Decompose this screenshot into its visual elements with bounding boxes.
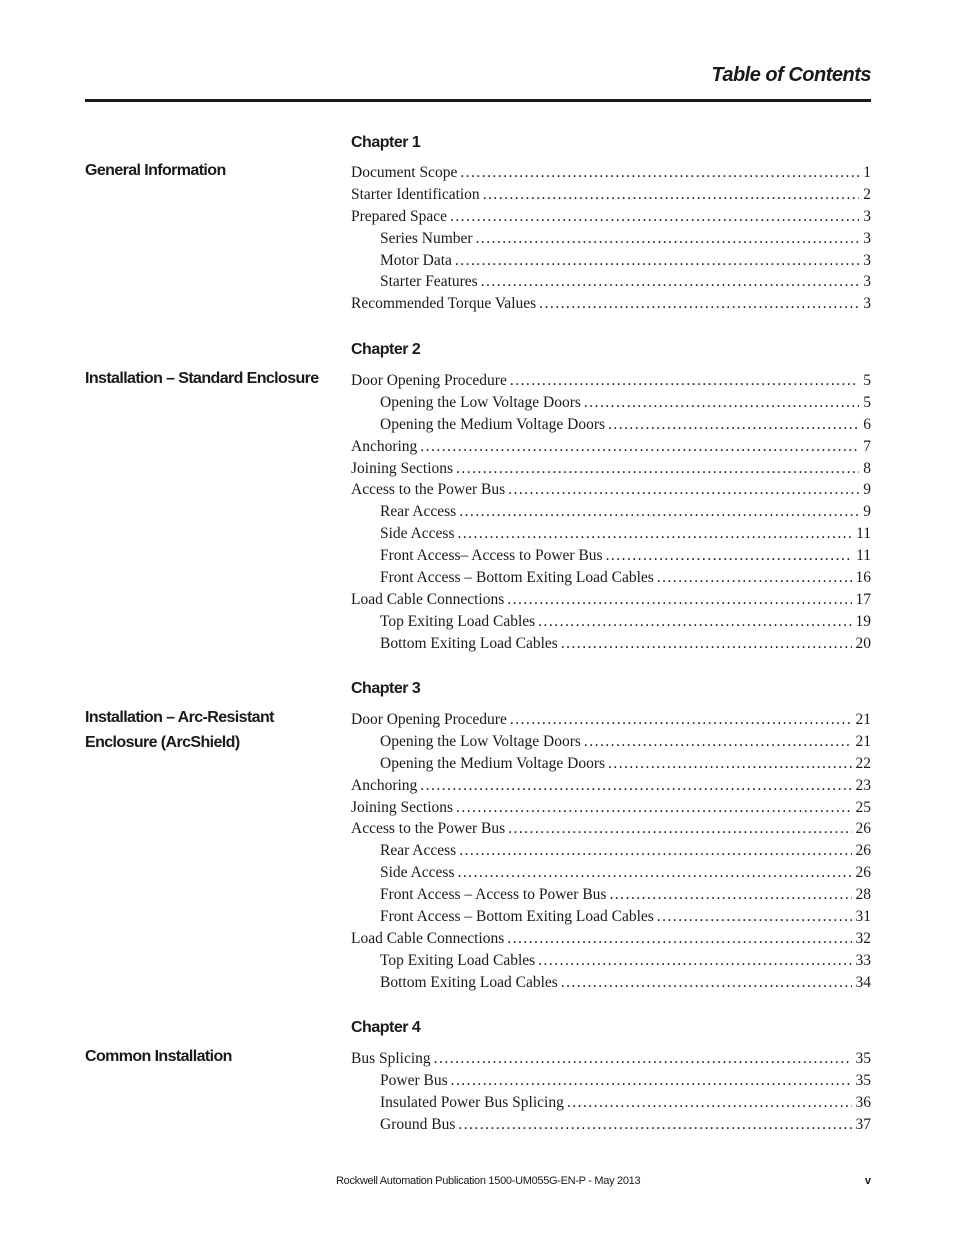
toc-page-number: 32 — [855, 929, 871, 947]
toc-entry[interactable] — [351, 436, 871, 458]
toc-entry[interactable] — [351, 392, 871, 414]
dot-leader — [434, 1048, 852, 1070]
dot-leader — [451, 1070, 852, 1092]
chapter-title: Installation – Arc-Resistant Enclosure (ArcShield) — [85, 709, 274, 751]
page-title: Table of Contents — [711, 64, 871, 86]
dot-leader — [657, 906, 852, 928]
toc-page-number: 11 — [856, 525, 871, 543]
toc-entry-title: Access to the Power Bus — [351, 820, 506, 838]
toc-entry[interactable] — [351, 1048, 871, 1070]
toc-page-number: 28 — [855, 886, 871, 904]
toc-entry[interactable] — [351, 633, 871, 655]
toc-page-number: 5 — [863, 393, 871, 411]
dot-leader — [539, 293, 859, 315]
dot-leader — [561, 633, 852, 655]
dot-leader — [508, 818, 851, 840]
chapter-title: Installation – Standard Enclosure — [85, 370, 319, 387]
toc-entry-title: Bus Splicing — [351, 1050, 431, 1067]
toc-entry[interactable] — [351, 206, 871, 228]
toc-entry-title: Side Access — [380, 525, 455, 543]
toc-page-number: 3 — [863, 207, 871, 225]
toc-page-number: 16 — [855, 569, 871, 587]
toc-entry-title: Starter Features — [380, 273, 478, 291]
toc-entry-title: Series Number — [380, 229, 473, 247]
toc-page-number: 37 — [855, 1115, 871, 1133]
toc-entry-title: Motor Data — [380, 251, 452, 269]
dot-leader — [657, 567, 852, 589]
toc-entry-list — [351, 709, 871, 994]
toc-page-number: 9 — [863, 503, 871, 521]
toc-entry-title: Top Exiting Load Cables — [380, 612, 536, 630]
toc-entry[interactable] — [351, 1114, 871, 1136]
header-rule — [85, 99, 871, 102]
toc-page-number: 26 — [855, 864, 871, 882]
chapter-title: General Information — [85, 162, 226, 179]
dot-leader — [608, 414, 859, 436]
toc-page-number: 20 — [855, 634, 871, 652]
dot-leader — [455, 250, 859, 272]
toc-entry-title: Anchoring — [351, 776, 418, 794]
toc-entry-title: Door Opening Procedure — [351, 372, 507, 389]
dot-leader — [456, 797, 851, 819]
dot-leader — [450, 206, 859, 228]
toc-entry[interactable] — [351, 414, 871, 436]
toc-page-number: 23 — [855, 776, 871, 794]
toc-entry[interactable] — [351, 950, 871, 972]
toc-page-number: 25 — [855, 798, 871, 816]
dot-leader — [584, 731, 852, 753]
toc-entry-title: Rear Access — [380, 842, 457, 860]
toc-page-number: 1 — [863, 164, 871, 181]
toc-entry[interactable] — [351, 862, 871, 884]
dot-leader — [608, 753, 851, 775]
toc-entry[interactable] — [351, 709, 871, 731]
toc-entry[interactable] — [351, 1092, 871, 1114]
toc-page-number: 17 — [855, 590, 871, 608]
toc-entry-list — [351, 1048, 871, 1136]
toc-entry-title: Load Cable Connections — [351, 929, 505, 947]
toc-entry[interactable] — [351, 545, 871, 567]
toc-entry[interactable] — [351, 523, 871, 545]
toc-entry-title: Front Access – Bottom Exiting Load Cables — [380, 908, 654, 926]
toc-page-number: 35 — [855, 1071, 871, 1089]
toc-entry[interactable] — [351, 840, 871, 862]
toc-entry[interactable] — [351, 818, 871, 840]
dot-leader — [483, 184, 860, 206]
dot-leader — [567, 1092, 852, 1114]
toc-entry-title: Prepared Space — [351, 207, 447, 225]
chapter-label: Chapter 4 — [351, 1019, 421, 1036]
toc-entry[interactable] — [351, 293, 871, 315]
dot-leader — [507, 589, 851, 611]
chapter-label: Chapter 1 — [351, 134, 421, 151]
toc-page-number: 3 — [863, 295, 871, 313]
toc-entry-title: Starter Identification — [351, 185, 480, 203]
toc-entry[interactable] — [351, 228, 871, 250]
toc-entry-title: Bottom Exiting Load Cables — [380, 973, 558, 991]
toc-entry[interactable] — [351, 753, 871, 775]
dot-leader — [457, 523, 852, 545]
toc-page-number: 33 — [855, 951, 871, 969]
toc-page-number: 3 — [863, 229, 871, 247]
toc-entry[interactable] — [351, 928, 871, 950]
toc-page-number: 7 — [863, 437, 871, 455]
toc-entry-title: Ground Bus — [380, 1115, 456, 1133]
toc-page-number: 11 — [856, 547, 871, 565]
toc-entry-title: Opening the Medium Voltage Doors — [380, 415, 606, 433]
dot-leader — [459, 501, 859, 523]
chapter-label: Chapter 3 — [351, 680, 421, 697]
dot-leader — [457, 862, 851, 884]
dot-leader — [538, 950, 851, 972]
toc-entry[interactable] — [351, 906, 871, 928]
toc-entry[interactable] — [351, 479, 871, 501]
toc-page-number: 3 — [863, 251, 871, 269]
toc-entry-title: Top Exiting Load Cables — [380, 951, 536, 969]
dot-leader — [456, 458, 859, 480]
dot-leader — [538, 611, 851, 633]
toc-page-number: 2 — [863, 185, 871, 203]
toc-entry-list — [351, 370, 871, 655]
dot-leader — [606, 545, 852, 567]
toc-entry[interactable] — [351, 731, 871, 753]
toc-page-number: 22 — [855, 754, 871, 772]
toc-entry[interactable] — [351, 797, 871, 819]
toc-entry[interactable] — [351, 611, 871, 633]
toc-page-number: 35 — [855, 1050, 871, 1067]
toc-page-number: 26 — [855, 820, 871, 838]
toc-entry-title: Insulated Power Bus Splicing — [380, 1093, 564, 1111]
toc-entry[interactable] — [351, 271, 871, 293]
toc-page-number: 6 — [863, 415, 871, 433]
toc-entry[interactable] — [351, 884, 871, 906]
dot-leader — [508, 479, 859, 501]
toc-page-number: 5 — [863, 372, 871, 389]
toc-entry[interactable] — [351, 567, 871, 589]
dot-leader — [561, 972, 852, 994]
toc-page-number: 3 — [863, 273, 871, 291]
toc-entry-title: Recommended Torque Values — [351, 295, 537, 313]
toc-entry-title: Front Access – Access to Power Bus — [380, 886, 607, 904]
dot-leader — [459, 840, 851, 862]
toc-page-number: 36 — [855, 1093, 871, 1111]
toc-entry[interactable] — [351, 162, 871, 184]
toc-entry-title: Front Access– Access to Power Bus — [380, 547, 603, 565]
toc-entry-title: Power Bus — [380, 1071, 448, 1089]
dot-leader — [420, 436, 859, 458]
toc-entry[interactable] — [351, 1070, 871, 1092]
toc-page-number: 19 — [855, 612, 871, 630]
toc-entry-title: Load Cable Connections — [351, 590, 505, 608]
toc-page-number: 21 — [855, 732, 871, 750]
toc-entry-title: Bottom Exiting Load Cables — [380, 634, 558, 652]
toc-page-number: 34 — [855, 973, 871, 991]
dot-leader — [460, 162, 859, 184]
dot-leader — [481, 271, 860, 293]
toc-page-number: 8 — [863, 459, 871, 477]
dot-leader — [510, 370, 859, 392]
toc-entry[interactable] — [351, 972, 871, 994]
toc-entry-title: Front Access – Bottom Exiting Load Cables — [380, 569, 654, 587]
dot-leader — [584, 392, 859, 414]
toc-page-number: 21 — [855, 711, 871, 728]
dot-leader — [609, 884, 851, 906]
toc-entry-title: Joining Sections — [351, 459, 454, 477]
dot-leader — [476, 228, 860, 250]
toc-entry-title: Joining Sections — [351, 798, 454, 816]
toc-entry-title: Door Opening Procedure — [351, 711, 507, 728]
toc-page-number: 31 — [855, 908, 871, 926]
toc-entry[interactable] — [351, 775, 871, 797]
footer-page-number: v — [864, 1175, 871, 1187]
toc-entry-title: Opening the Low Voltage Doors — [380, 732, 581, 750]
toc-entry-list — [351, 162, 871, 315]
toc-entry-title: Side Access — [380, 864, 455, 882]
footer-publication: Rockwell Automation Publication 1500-UM055G-EN-P - May 2013 — [336, 1175, 641, 1187]
toc-entry[interactable] — [351, 589, 871, 611]
toc-entry[interactable] — [351, 250, 871, 272]
toc-entry[interactable] — [351, 370, 871, 392]
toc-entry[interactable] — [351, 501, 871, 523]
toc-page-number: 9 — [863, 481, 871, 499]
toc-entry-title: Document Scope — [351, 164, 458, 181]
toc-entry-title: Access to the Power Bus — [351, 481, 506, 499]
toc-page-number: 26 — [855, 842, 871, 860]
toc-entry[interactable] — [351, 184, 871, 206]
toc-entry-title: Opening the Low Voltage Doors — [380, 393, 581, 411]
toc-entry-title: Opening the Medium Voltage Doors — [380, 754, 606, 772]
chapter-label: Chapter 2 — [351, 341, 421, 358]
toc-entry-title: Rear Access — [380, 503, 457, 521]
toc-entry-title: Anchoring — [351, 437, 418, 455]
chapter-title: Common Installation — [85, 1048, 232, 1065]
toc-entry[interactable] — [351, 458, 871, 480]
dot-leader — [510, 709, 852, 731]
dot-leader — [507, 928, 851, 950]
dot-leader — [458, 1114, 851, 1136]
dot-leader — [420, 775, 851, 797]
